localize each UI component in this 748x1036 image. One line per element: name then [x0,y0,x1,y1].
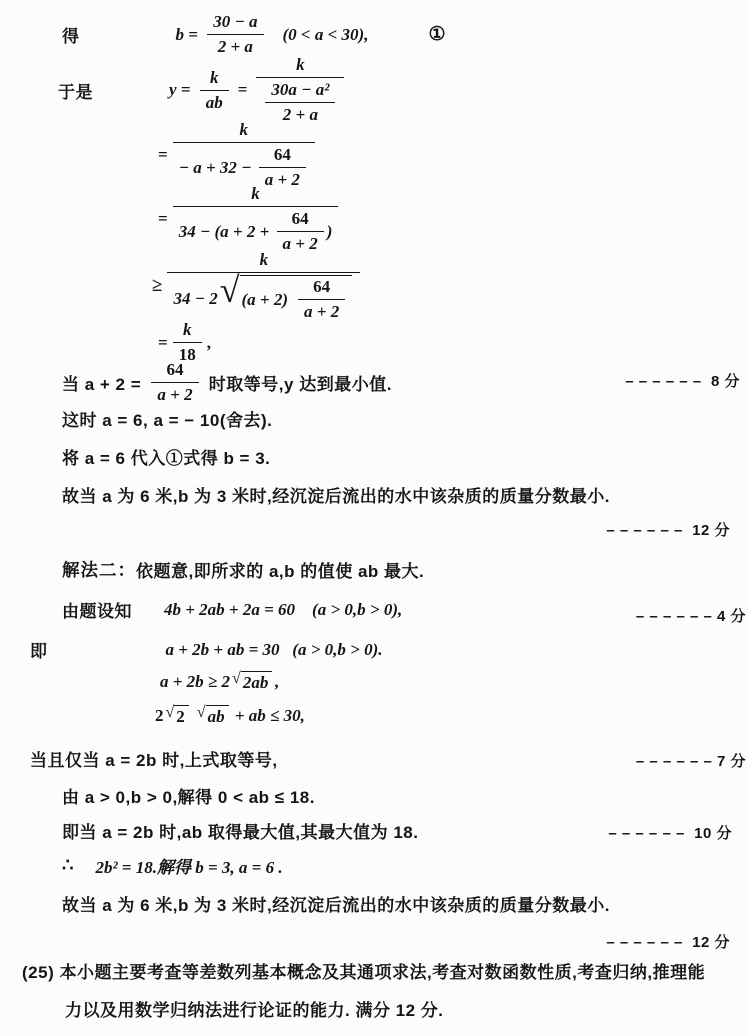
square-root [219,270,352,322]
text-label: 于是 [58,82,93,102]
denominator-close-paren: ) [326,221,333,241]
radicand: 2 [174,705,189,727]
fraction-denominator: 2 + a [282,105,318,124]
equals-sign: = [158,332,168,352]
text-segment: 当 a + 2 = [62,375,147,394]
text: 依题意,即所求的 a,b 的值使 ab 最大. [136,562,425,581]
text: 当且仅当 a = 2b 时,上式取等号, [30,751,278,770]
fraction [200,68,229,113]
line-equality-condition-2 [30,746,278,771]
fraction-numerator: k [173,120,315,143]
radicand: 2ab [241,671,273,693]
text-segment: 时取等号,y 达到最小值. [203,375,392,394]
text: 由 a > 0,b > 0,解得 0 < ab ≤ 18. [62,788,315,807]
score-mark-12b: – – – – – – 12 分 [606,934,730,951]
line-amgm-2 [160,671,279,693]
line-conclusion-method2 [62,891,610,916]
text: (25) 本小题主要考查等差数列基本概念及其通项求法,考查对数函数性质,考查归纳,推理能 [22,963,706,982]
radical-icon: √ [165,704,175,721]
line-amgm-inequality [152,250,365,322]
text: 故当 a 为 6 米,b 为 3 米时,经沉淀后流出的水中该杂质的质量分数最小. [62,487,610,506]
fraction-denominator: a + 2 [304,302,340,321]
fraction-denominator: a + 2 [282,234,318,253]
fraction [173,320,202,365]
fraction-numerator: 30a − a² [265,80,335,103]
text: 即当 a = 2b 时,ab 取得最大值,其最大值为 18. [62,823,419,842]
equals-sign: = [237,80,248,99]
square-root [166,705,189,727]
text: 力以及用数学归纳法进行论证的能力. 满分 12 分. [65,1001,444,1020]
line-conclusion-method1 [62,482,610,507]
line-substitute [62,444,270,469]
math-lhs: b = [175,24,203,44]
line-substituted-inequality [155,705,305,727]
equation-number-circle-1: ① [428,24,446,45]
line-solve-b [62,853,283,878]
denominator-text: 34 − 2 [173,288,218,308]
denominator-text: − a + 32 − [178,157,256,177]
math-text: + ab ≤ 30, [230,706,305,725]
fraction-denominator [256,78,344,125]
fraction-numerator: 30 − a [207,12,263,35]
math-equation: 4b + 2ab + 2a = 60 (a > 0,b > 0), [164,599,403,619]
line-problem-25-intro-cont [65,996,444,1021]
denominator-text: 34 − (a + 2 + [178,221,274,241]
fraction-numerator: 64 [298,277,345,300]
fraction-denominator [167,270,360,322]
fraction [151,360,198,405]
score-mark-12: – – – – – – 12 分 [606,522,730,539]
line-minimum-value [158,320,211,365]
square-root [197,705,229,727]
radicand: ab [206,705,229,727]
therefore-symbol: ∴ [62,855,74,875]
line-from-conditions [62,597,402,622]
inner-fraction [298,277,345,322]
fraction-numerator: k [173,184,339,207]
fraction-numerator: 64 [259,145,306,168]
text-label: 即 [30,642,48,661]
fraction-numerator: 64 [151,360,198,383]
fraction-numerator: k [200,68,229,91]
text: 这时 a = 6, a = − 10(舍去). [62,411,273,430]
score-mark-8: – – – – – – 8 分 [625,373,740,390]
fraction [167,250,360,322]
radical-icon: √ [219,270,240,310]
fraction-numerator: 64 [277,209,324,232]
score-mark-4: – – – – – – 4 分 [635,608,746,625]
fraction-denominator [173,143,315,190]
inner-fraction [265,80,335,125]
math-equation: 2b² = 18.解得 b = 3, a = 6 . [95,858,283,877]
line-given-b [62,12,446,57]
nested-fraction [256,55,344,125]
radical-icon: √ [232,670,241,687]
fraction-denominator: a + 2 [157,385,193,404]
fraction [207,12,263,57]
comma: , [274,672,279,691]
equals-sign: = [158,145,168,164]
fraction-numerator: k [256,55,344,78]
square-root [232,671,272,693]
math-text: a + 2b ≥ 2 [160,672,231,691]
fraction-denominator: 18 [178,345,196,364]
radicand [240,275,353,322]
fraction [173,184,339,254]
comma: , [206,332,211,352]
line-max-value [62,818,418,843]
text: 故当 a 为 6 米,b 为 3 米时,经沉淀后流出的水中该杂质的质量分数最小. [62,896,610,915]
line-step-simplify-2 [158,184,343,254]
text-label: 得 [62,27,80,46]
score-mark-10: – – – – – – 10 分 [608,825,732,842]
equals-sign: = [158,209,168,228]
radicand-text: (a + 2) [241,289,289,309]
score-mark-7: – – – – – – 7 分 [635,753,746,770]
math-lhs: y = [169,80,195,99]
text-label: 由题设知 [62,602,132,621]
greater-equal-sign: ≥ [152,275,163,296]
line-equality-condition [62,360,392,405]
radical-icon: √ [196,704,206,721]
method2-title: 解法二： [62,560,136,580]
line-ab-range [62,783,315,808]
line-y-definition [58,55,349,125]
fraction-denominator [173,207,339,254]
line-problem-25-intro [22,958,705,983]
line-simplified-constraint [30,637,383,662]
inner-fraction [277,209,324,254]
text: 将 a = 6 代入①式得 b = 3. [62,449,271,468]
fraction-denominator: ab [205,92,223,112]
fraction-denominator: a + 2 [264,170,300,189]
fraction-numerator: k [173,320,202,343]
line-step-simplify-1 [158,120,320,190]
line-method2-heading [62,557,424,582]
math-equation: a + 2b + ab = 30 (a > 0,b > 0). [165,639,383,659]
math-text: 2 [155,706,164,725]
fraction-numerator: k [167,250,360,273]
fraction [173,120,315,190]
math-condition: (0 < a < 30), [282,24,369,44]
fraction-denominator: 2 + a [217,37,253,56]
line-roots [62,406,272,431]
